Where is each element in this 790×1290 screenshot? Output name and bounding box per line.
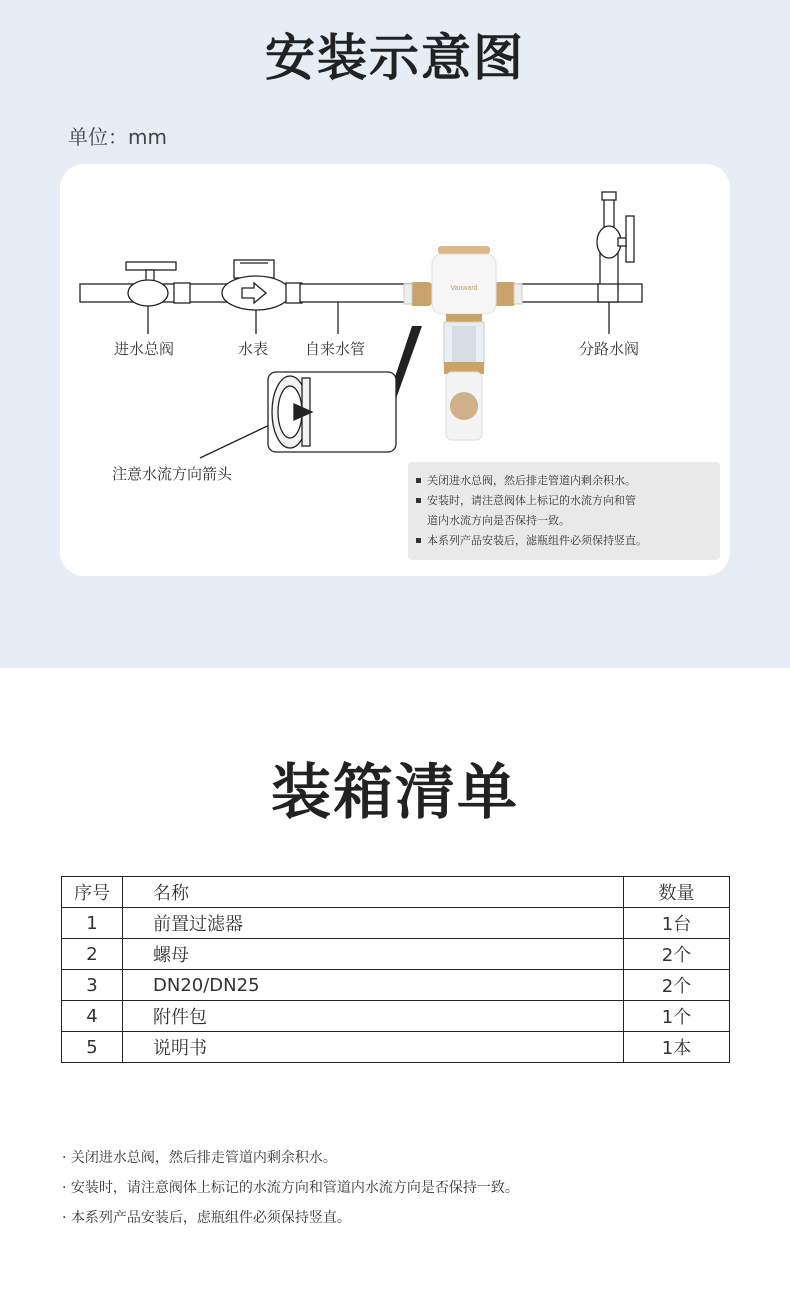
note-item: 关闭进水总阀，然后排走管道内剩余积水。 [416, 471, 712, 491]
note-item-continued: 道内水流方向是否保持一致。 [427, 514, 570, 527]
table-row [62, 908, 730, 939]
water-meter-drawing [222, 260, 302, 310]
header-name: 名称 [123, 877, 624, 908]
header-no: 序号 [62, 877, 123, 908]
footnote-item: · 关闭进水总阀，然后排走管道内剩余积水。 [62, 1150, 337, 1166]
row-name: 附件包 [123, 1001, 624, 1032]
table-row [62, 1001, 730, 1032]
row-name: 螺母 [123, 939, 624, 970]
row-name: 前置过滤器 [123, 908, 624, 939]
table-row [62, 939, 730, 970]
row-qty: 2个 [624, 939, 730, 970]
row-no: 4 [62, 1001, 123, 1032]
row-qty: 1个 [624, 1001, 730, 1032]
header-qty: 数量 [624, 877, 730, 908]
footnotes [62, 1143, 519, 1233]
row-name: DN20/DN25 [123, 970, 624, 1001]
packing-list-table [61, 876, 730, 1063]
table-row [62, 970, 730, 1001]
row-no: 2 [62, 939, 123, 970]
table-header-row [62, 877, 730, 908]
tap-pipe-drawing [300, 284, 410, 302]
flow-arrow-closeup [268, 372, 396, 452]
main-valve-drawing [126, 262, 190, 306]
install-notes-box [408, 462, 720, 560]
note-item: 本系列产品安装后，滤瓶组件必须保持竖直。 [416, 531, 712, 551]
row-no: 1 [62, 908, 123, 939]
row-no: 3 [62, 970, 123, 1001]
row-qty: 2个 [624, 970, 730, 1001]
flow-arrow-label: 注意水流方向箭头 [112, 465, 233, 483]
row-no: 5 [62, 1032, 123, 1063]
outlet-pipe [518, 284, 642, 302]
row-qty: 1台 [624, 908, 730, 939]
note-item: 安装时，请注意阀体上标记的水流方向和管 [416, 491, 712, 511]
row-name: 说明书 [123, 1032, 624, 1063]
footnote-item: · 安装时，请注意阀体上标记的水流方向和管道内水流方向是否保持一致。 [62, 1180, 519, 1196]
main-valve-label: 进水总阀 [114, 340, 175, 358]
tap-pipe-label: 自来水管 [305, 340, 366, 358]
table-row [62, 1032, 730, 1063]
svg-text:Vanward: Vanward [450, 285, 478, 292]
unit-label: 单位：mm [68, 125, 167, 149]
packing-title: 装箱清单 [271, 758, 519, 828]
footnote-item: · 本系列产品安装后，虑瓶组件必须保持竖直。 [62, 1210, 351, 1226]
branch-valve-label: 分路水阀 [579, 340, 640, 358]
front-filter-product [404, 246, 522, 440]
install-title: 安装示意图 [265, 29, 525, 87]
row-qty: 1本 [624, 1032, 730, 1063]
water-meter-label: 水表 [238, 340, 269, 358]
